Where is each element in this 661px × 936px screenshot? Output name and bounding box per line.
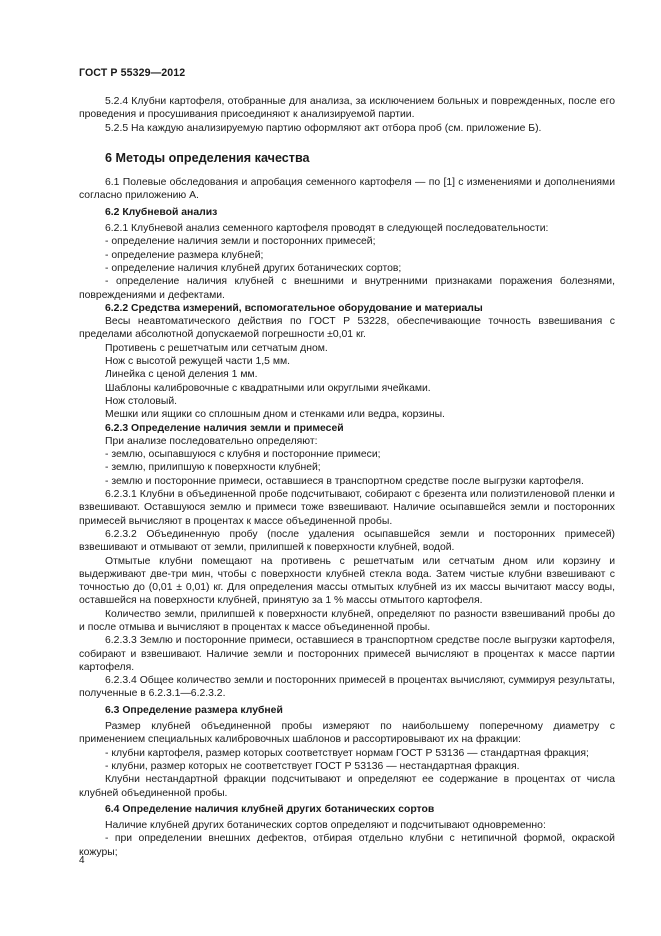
paragraph: 5.2.4 Клубни картофеля, отобранные для анализа, за исключением больных и поврежденных, после его проведения и просушивания присоединяют к анализируемой партии. [79,96,615,121]
paragraph: Отмытые клубни помещают на противень с решетчатым или сетчатым дном или корзину и выдерживают две-три мин, чтобы с поверхности клубней стекла вода. Затем чистые клубни взвешивают с точностью до (0,01 ± 0,01) кг. Для определения массы отмытых клубней из их массы вычитают массу воды, оставшейся на поверхности клубней, принятую за 1 % массы отмытого картофеля. [79,555,615,607]
paragraph: Размер клубней объединенной пробы измеряют по наибольшему поперечному диаметру с применением специальных калибровочных шаблонов и рассортировывают их на фракции: [79,721,615,746]
list-item: - клубни, размер которых не соответствует ГОСТ Р 53136 — нестандартная фракция. [105,760,520,772]
page-number: 4 [79,855,85,866]
subsection-heading: 6.3 Определение размера клубней [105,704,283,716]
list-item: Линейка с ценой деления 1 мм. [105,369,258,381]
list-item: Мешки или ящики со сплошным дном и стенками или ведра, корзины. [105,409,445,421]
paragraph: - определение наличия клубней с внешними и внутренними признаками поражения болезнями, повреждениями и дефектами. [79,276,615,301]
list-item: Шаблоны калибровочные с квадратными или округлыми ячейками. [105,382,431,394]
subsection-heading: 6.2 Клубневой анализ [105,206,218,218]
list-item: Нож с высотой режущей части 1,5 мм. [105,356,290,368]
paragraph: 6.1 Полевые обследования и апробация семенного картофеля — по [1] с изменениями и дополнениями согласно приложению А. [79,177,615,202]
list-item: - определение наличия клубней других ботанических сортов; [105,262,402,274]
paragraph: Наличие клубней других ботанических сортов определяют и подсчитывают одновременно: [105,820,546,832]
paragraph: 6.2.3.4 Общее количество земли и посторонних примесей в процентах вычисляют, суммируя результаты, полученные в 6.2.3.1—6.2.3.2. [79,675,615,700]
clause-heading: 6.2.2 Средства измерений, вспомогательное оборудование и материалы [105,302,483,314]
list-item: - землю и посторонние примеси, оставшиеся в транспортном средстве после выгрузки картофеля. [105,475,584,487]
subsection-heading: 6.4 Определение наличия клубней других ботанических сортов [105,803,435,815]
paragraph: 6.2.3.3 Землю и посторонние примеси, оставшиеся в транспортном средстве после выгрузки картофеля, собирают и взвешивают. Наличие земли и посторонних примесей вычисляют в процентах к массе партии картофеля. [79,635,615,673]
paragraph: Клубни нестандартной фракции подсчитывают и определяют ее содержание в процентах от числа клубней объединенной пробы. [79,774,615,799]
clause-heading: 6.2.3 Определение наличия земли и примесей [105,422,344,434]
paragraph: Весы неавтоматического действия по ГОСТ Р 53228, обеспечивающие точность взвешивания с пределами абсолютной допускаемой погрешности ±0,01 кг. [79,316,615,341]
list-item: При анализе последовательно определяют: [105,435,318,447]
document-body [79,95,615,859]
list-item: - землю, осыпавшуюся с клубня и посторонние примеси; [105,449,381,461]
running-header: ГОСТ Р 55329—2012 [79,67,186,79]
list-item: - определение размера клубней; [105,249,264,261]
list-item: Нож столовый. [105,395,178,407]
paragraph: 6.2.1 Клубневой анализ семенного картофеля проводят в следующей последовательности: [105,223,549,235]
section-heading: 6 Методы определения качества [105,150,310,165]
paragraph: 6.2.3.2 Объединенную пробу (после удаления осыпавшейся земли и посторонних примесей) взвешивают и отмывают от земли, прилипшей к поверхности клубней, водой. [79,528,615,554]
paragraph: Количество земли, прилипшей к поверхности клубней, определяют по разности взвешиваний пробы до и после отмыва и вычисляют в процентах к массе объединенной пробы. [79,608,615,633]
paragraph: - при определении внешних дефектов, отбирая отдельно клубни с нетипичной формой, окраской кожуры; [79,833,615,858]
list-item: - определение наличия земли и посторонних примесей; [105,236,376,248]
paragraph: - клубни картофеля, размер которых соответствует нормам ГОСТ Р 53136 — стандартная фракция; [105,747,589,759]
paragraph: 6.2.3.1 Клубни в объединенной пробе подсчитывают, собирают с брезента или полиэтиленовой пленки и взвешивают. Оставшуюся землю и примеси тоже взвешивают. Наличие осыпавшейся земли и посторонних примесей вычисляют в процентах к массе объединенной пробы. [79,489,615,527]
paragraph: 5.2.5 На каждую анализируемую партию оформляют акт отбора проб (см. приложение Б). [105,122,542,134]
list-item: Противень с решетчатым или сетчатым дном. [105,342,328,354]
list-item: - землю, прилипшую к поверхности клубней; [105,462,321,474]
